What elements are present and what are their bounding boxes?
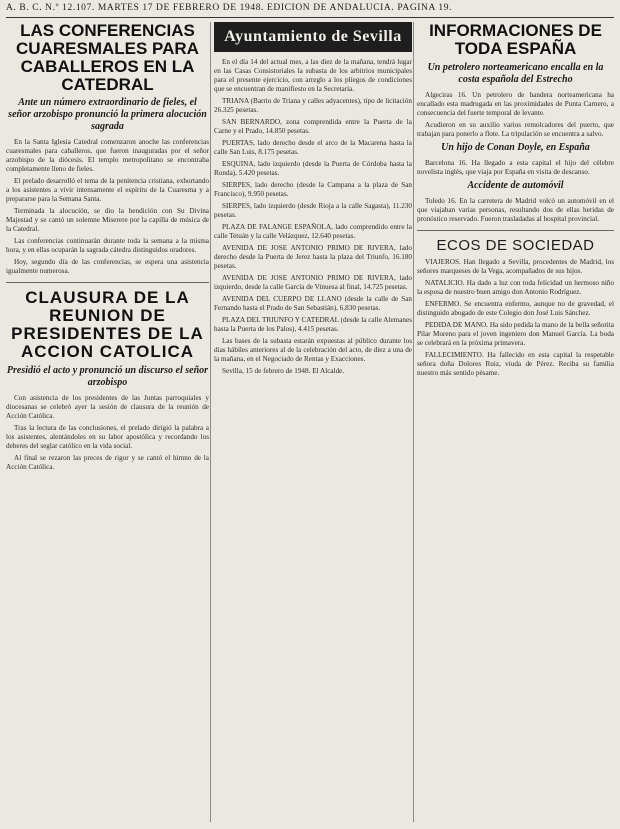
paragraph: Terminada la alocución, se dio la bendición con Su Divina Majestad y se cantó un solemne Miserere por la capilla de música de la Catedral.	[6, 207, 209, 234]
article-divider	[417, 230, 614, 231]
column-divider	[413, 22, 414, 822]
paragraph: PLAZA DEL TRIUNFO Y CATEDRAL (desde la calle Alemanes hasta la Puerta de los Palos), 4.415 pesetas.	[214, 316, 412, 333]
article-petrolero	[417, 91, 614, 139]
paragraph: Hoy, segundo día de las conferencias, se espera una asistencia igualmente numerosa.	[6, 258, 209, 276]
paragraph: NATALICIO. Ha dado a luz con toda felicidad un hermoso niño la esposa de nuestro buen amigo don Antonio Rodríguez.	[417, 278, 614, 296]
banner-ayuntamiento: Ayuntamiento de Sevilla	[214, 22, 412, 52]
article-ayuntamiento	[214, 58, 412, 376]
paragraph: AVENIDA DE JOSE ANTONIO PRIMO DE RIVERA, lado izquierdo, desde la calle García de Vinuesa al final, 14.725 pesetas.	[214, 274, 412, 291]
column-right	[417, 22, 614, 822]
paragraph: En la Santa Iglesia Catedral comenzaron anoche las conferencias cuaresmales para caballeros, que fueron inauguradas por el señor arzobispo de la diócesis. El templo metropolitano se encontraba completamente lleno de fieles.	[6, 138, 209, 174]
paragraph: AVENIDA DE JOSE ANTONIO PRIMO DE RIVERA, lado derecho desde la Puerta de Jerez hasta la plaza del Triunfo, 16.180 pesetas.	[214, 244, 412, 270]
paragraph: El prelado desarrolló el tema de la penitencia cristiana, exhortando a los asistentes a vivir intensamente el espíritu de la Cuaresma y a prepararse para la Semana Santa.	[6, 177, 209, 204]
article-divider	[6, 282, 209, 283]
paragraph: PUERTAS, lado derecho desde el arco de la Macarena hasta la calle San Luis, 8.175 pesetas.	[214, 139, 412, 156]
headline-conferencias: LAS CONFERENCIAS CUARESMALES PARA CABALLEROS EN LA CATEDRAL	[16, 22, 199, 94]
paragraph: Tras la lectura de las conclusiones, el prelado dirigió la palabra a los asistentes, alentándoles en su labor apostólica y recordando los deberes del seglar católico en la vida social.	[6, 423, 209, 450]
deck-petrolero: Un petrolero norteamericano encalla en la costa española del Estrecho	[427, 61, 604, 85]
article-ecos-sociedad	[417, 258, 614, 378]
paragraph: Las conferencias continuarán durante toda la semana a la misma hora, y en ellas ocuparán la sagrada cátedra distinguidos oradores.	[6, 237, 209, 255]
paragraph: Al final se rezaron las preces de rigor y se cantó el himno de la Acción Católica.	[6, 453, 209, 471]
subhead-conan-doyle: Un hijo de Conan Doyle, en España	[441, 141, 590, 153]
headline-accion-catolica: CLAUSURA DE LA REUNION DE PRESIDENTES DE LA ACCION CATOLICA	[11, 288, 204, 361]
paragraph: Barcelona 16. Ha llegado a esta capital el hijo del célebre novelista inglés, que viaja por España en visita de descanso.	[417, 158, 614, 176]
column-middle	[214, 22, 412, 822]
paragraph: PEDIDA DE MANO. Ha sido pedida la mano de la bella señorita Pilar Moreno para el joven ingeniero don Manuel García. La boda se celebrará en la próxima primavera.	[417, 320, 614, 347]
paragraph: Sevilla, 15 de febrero de 1948. El Alcalde.	[222, 367, 345, 375]
column-left	[6, 22, 209, 822]
subhead-accidente: Accidente de automóvil	[467, 179, 564, 191]
masthead: A. B. C. N.º 12.107. MARTES 17 DE FEBRERO DE 1948. EDICION DE ANDALUCIA. PAGINA 19.	[6, 3, 453, 13]
deck-accion-catolica: Presidió el acto y pronunció un discurso el señor arzobispo	[6, 364, 209, 388]
article-conan-doyle	[417, 159, 614, 177]
article-accion-catolica	[6, 394, 209, 472]
paragraph: Las bases de la subasta estarán expuestas al público durante los días hábiles anteriores al de la celebración del acto, de diez a una de la mañana, en el Negociado de Rentas y Exacciones.	[214, 337, 412, 363]
masthead-rule	[6, 17, 614, 18]
paragraph: Acudieron en su auxilio varios remolcadores del puerto, que trabajan para ponerlo a flote. La tripulación se encuentra a salvo.	[417, 120, 614, 138]
paragraph: Toledo 16. En la carretera de Madrid volcó un automóvil en el que viajaban varias personas, resultando dos de ellas heridas de pronóstico reservado. Fueron trasladadas al hospital provincial.	[417, 196, 614, 223]
paragraph: SIERPES, lado izquierdo (desde Rioja a la calle Sagasta), 11.230 pesetas.	[214, 202, 412, 219]
paragraph: SAN BERNARDO, zona comprendida entre la Puerta de la Carne y el Prado, 14.850 pesetas.	[214, 118, 412, 135]
column-divider	[210, 22, 211, 822]
article-accidente	[417, 197, 614, 224]
paragraph: TRIANA (Barrio de Triana y calles adyacentes), tipo de licitación 26.325 pesetas.	[214, 97, 412, 114]
paragraph: Algeciras 16. Un petrolero de bandera norteamericana ha encallado esta madrugada en las proximidades de Punta Carnero, a consecuencia del fuerte temporal de levante.	[417, 90, 614, 117]
paragraph: VIAJEROS. Han llegado a Sevilla, procedentes de Madrid, los señores marqueses de la Vega, acompañados de sus hijos.	[417, 257, 614, 275]
paragraph: SIERPES, lado derecho (desde la Campana a la plaza de San Francisco), 9.950 pesetas.	[214, 181, 412, 198]
paragraph: ESQUINA, lado izquierdo (desde la Puerta de Córdoba hasta la Ronda), 5.420 pesetas.	[214, 160, 412, 177]
headline-ecos-sociedad: ECOS DE SOCIEDAD	[436, 236, 595, 254]
paragraph: En el día 14 del actual mes, a las diez de la mañana, tendrá lugar en las Casas Consistoriales la subasta de los arbitrios municipales para el presente ejercicio, con arreglo a los pliegos de condiciones que se encuentran de manifiesto en la Secretaría.	[214, 58, 412, 93]
deck-conferencias: Ante un número extraordinario de fieles, el señor arzobispo pronunció la primera alocución sagrada	[8, 97, 207, 133]
paragraph: PLAZA DE FALANGE ESPAÑOLA, lado comprendido entre la calle Tetuán y la calle Velázquez, 12.640 pesetas.	[214, 223, 412, 240]
paragraph: FALLECIMIENTO. Ha fallecido en esta capital la respetable señora doña Dolores Ruiz, viuda de Pérez. Reciba su familia nuestro más sentido pésame.	[417, 350, 614, 377]
paragraph: ENFERMO. Se encuentra enfermo, aunque no de gravedad, el distinguido abogado de este Colegio don José Luis Sánchez.	[417, 299, 614, 317]
article-conferencias	[6, 138, 209, 276]
paragraph: AVENIDA DEL CUERPO DE LLANO (desde la calle de San Fernando hasta el Prado de San Sebastián), 6.830 pesetas.	[214, 295, 412, 312]
headline-informaciones: INFORMACIONES DE TODA ESPAÑA	[429, 22, 602, 58]
paragraph: Con asistencia de los presidentes de las Juntas parroquiales y diocesanas se celebró ayer la sesión de clausura de la reunión de Acción Católica.	[6, 393, 209, 420]
